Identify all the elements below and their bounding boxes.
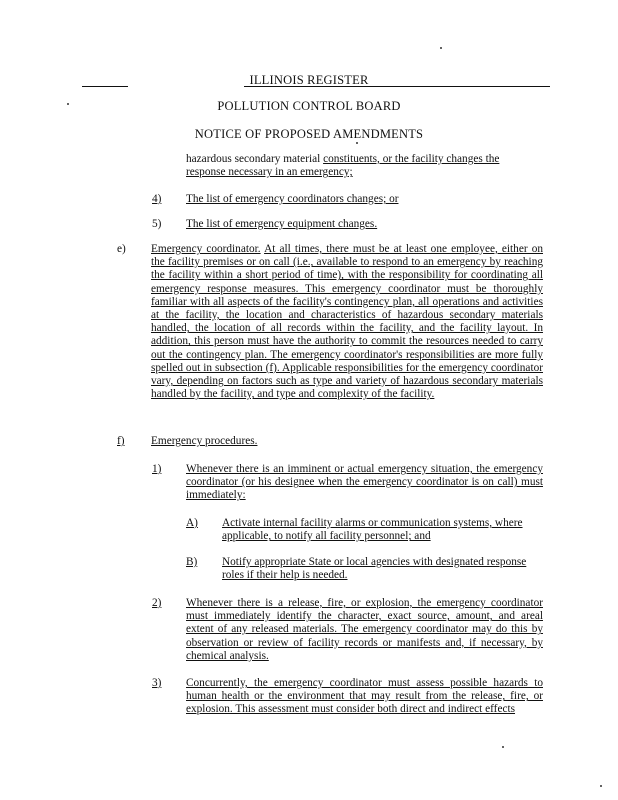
scan-speck [502,746,504,748]
scan-speck [67,103,69,105]
board-name: POLLUTION CONTROL BOARD [217,99,401,113]
notice-title: NOTICE OF PROPOSED AMENDMENTS [194,127,424,141]
item-f1a-text: Activate internal facility alarms or communication systems, where applicable, to notify all facility personnel; and [222,517,523,543]
item-f1b-marker: B) [186,556,198,568]
section-e-body: At all times, there must be at least one employee, either on the facility premises or on call (i.e., available to respond to an emergency by reaching the facility within a short period of time), with the responsibility for coordinating all emergency response measures. This emergency coordinator must be thoroughly familiar with all aspects of the facility's contingency plan, all operations and activities at the facility, the location and characteristics of hazardous secondary materials handled, the location of all records within the facility, and the facility layout. In addition, this person must have the authority to commit the resources needed to carry out the contingency plan. The emergency coordinator's responsibilities are more fully spelled out in subsection (f). Applicable responsibilities for the emergency coordinator vary, depending on factors such as type and variety of hazardous secondary materials handled by the facility, and type and complexity of the facility. [151,243,543,401]
item-f3-text: Concurrently, the emergency coordinator must assess possible hazards to human health or the environment that may result from the release, fire, or explosion. This assessment must consider both direct and indirect effects [186,677,543,716]
continuation-underlined: constituents, or the facility changes the [323,153,500,165]
item-f1b-text: Notify appropriate State or local agencies with designated response roles if their help is needed. [222,556,527,582]
continuation-plain: hazardous secondary material [186,153,324,165]
item-f1a-marker: A) [186,517,198,529]
item-f1-text: Whenever there is an imminent or actual emergency situation, the emergency coordinator (or his designee when the emergency coordinator is on call) must immediately: [186,463,543,502]
continuation-underlined-2: response necessary in an emergency; [186,166,353,179]
item-f3-marker: 3) [152,677,162,689]
section-e-marker: e) [117,243,126,255]
item-f2-text: Whenever there is a release, fire, or explosion, the emergency coordinator must immediately identify the character, exact source, amount, and areal extent of any released materials. The emergency coordinator may do this by observation or review of facility records or manifests and, if necessary, by chemical analysis. [186,597,543,662]
scan-speck [600,785,602,787]
item-4-marker: 4) [152,193,162,205]
item-f1-marker: 1) [152,463,162,475]
continuation-text [186,153,542,179]
scan-speck [356,142,358,144]
item-4-text: The list of emergency coordinators changes; or [186,193,399,205]
item-5-text: The list of emergency equipment changes. [186,218,378,230]
register-title: ILLINOIS REGISTER [249,73,369,87]
section-f-heading: Emergency procedures. [151,435,258,447]
item-5-marker: 5) [152,218,162,230]
scan-speck [440,47,442,49]
section-e-text [151,243,543,401]
item-f2-marker: 2) [152,597,162,609]
section-e-lead: Emergency coordinator. [151,243,261,255]
section-f-marker: f) [117,435,125,447]
